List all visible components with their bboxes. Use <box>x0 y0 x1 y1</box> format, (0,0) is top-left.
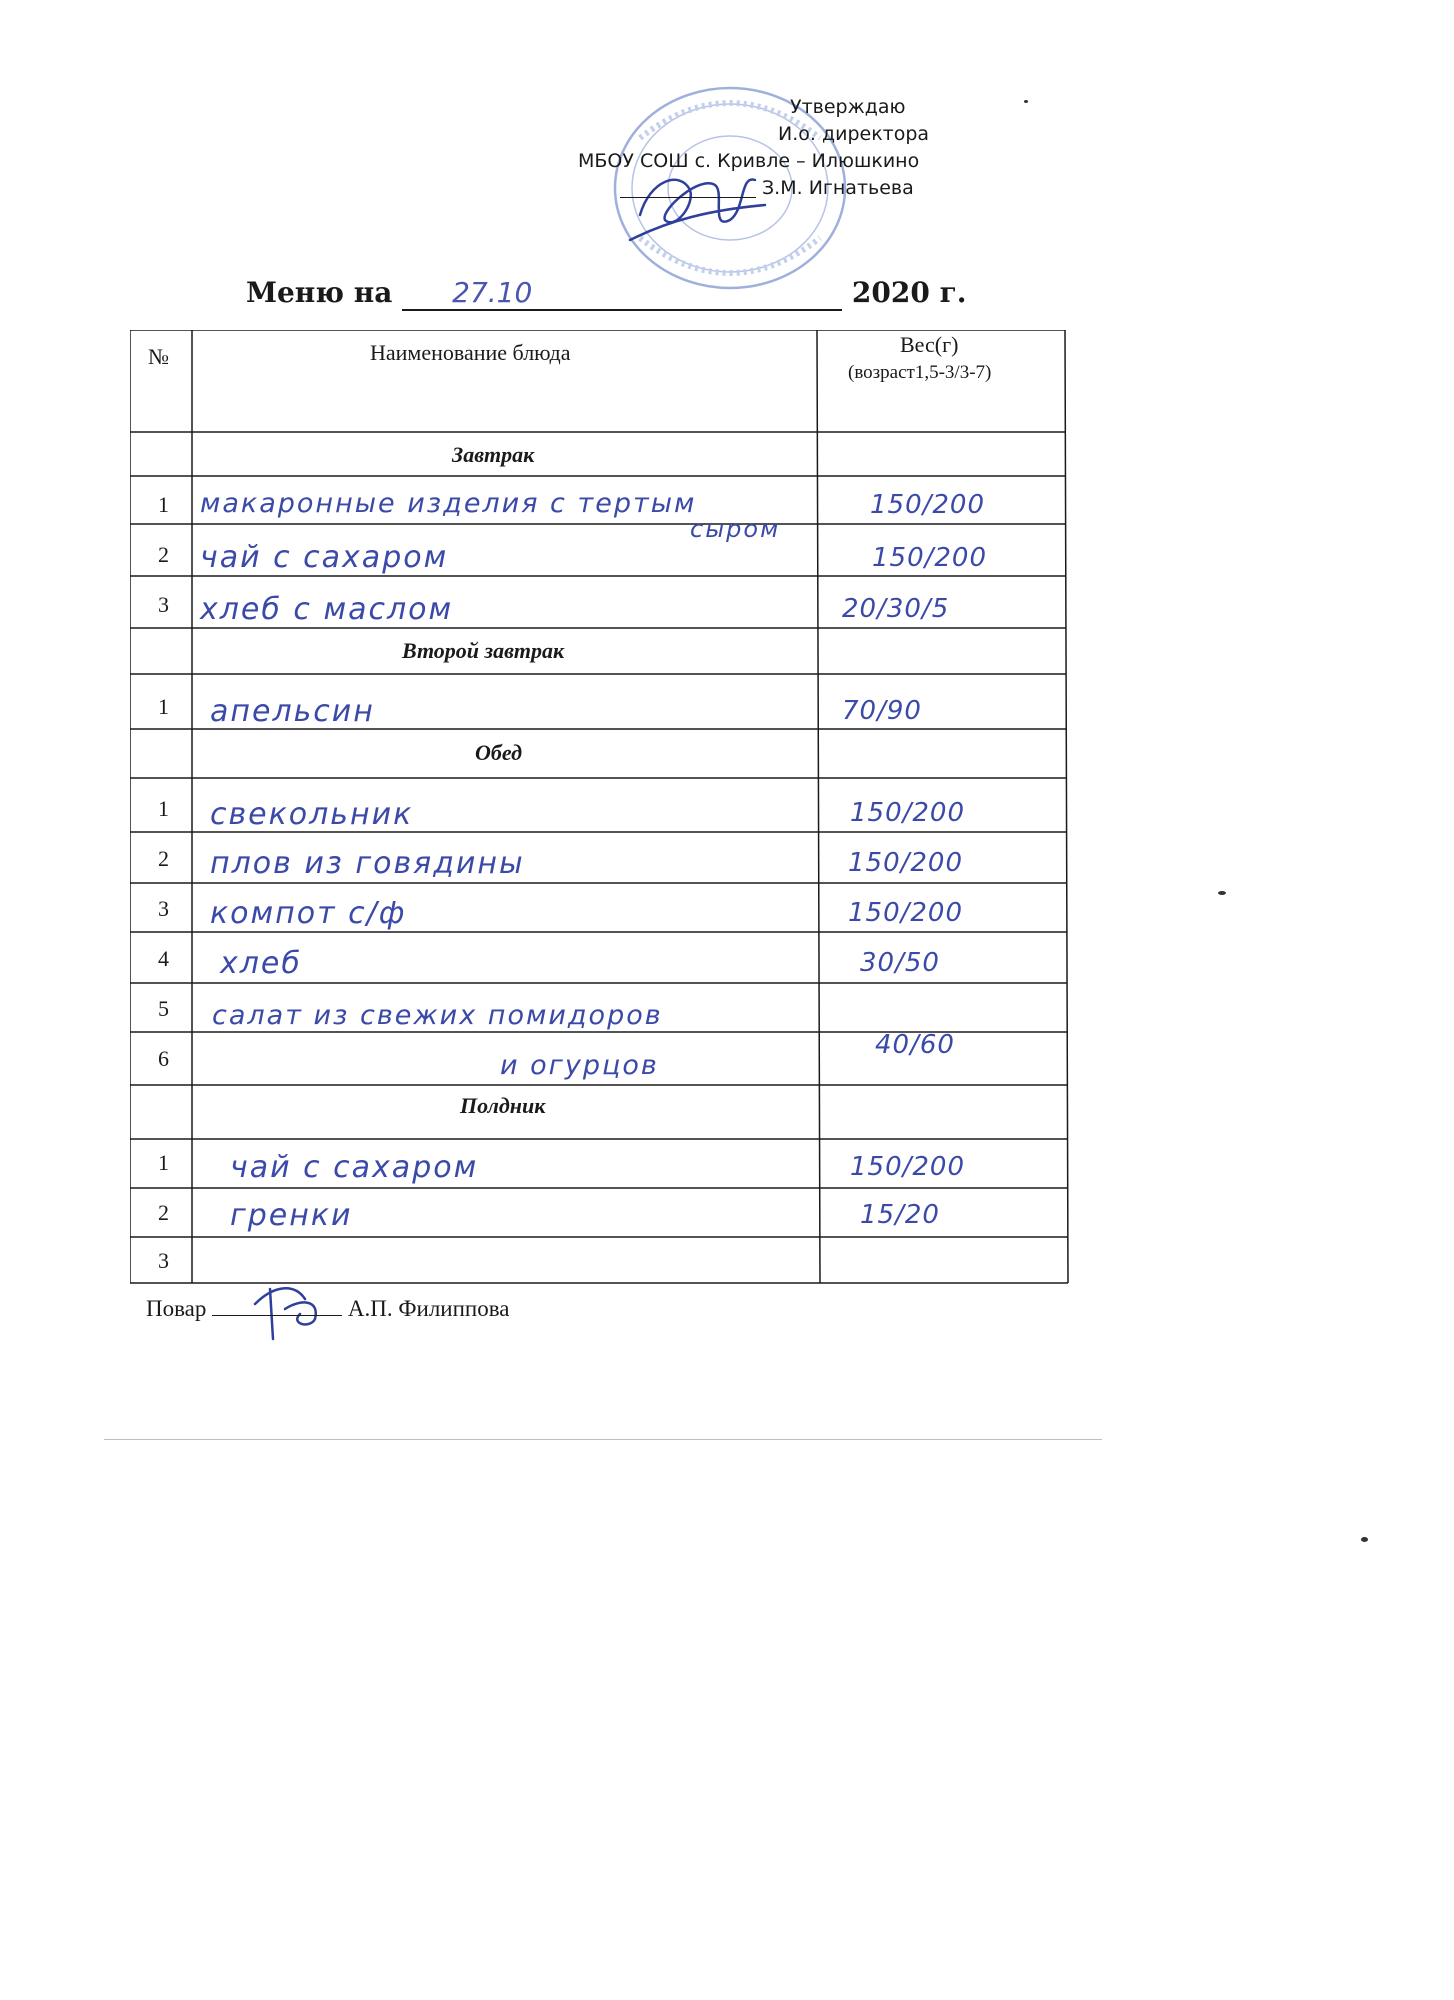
scan-speck <box>1218 891 1226 895</box>
header-dish: Наименование блюда <box>370 340 571 365</box>
row-num: 2 <box>158 542 169 567</box>
row-num: 2 <box>158 846 169 871</box>
scan-speck <box>1361 1537 1368 1542</box>
row-num: 3 <box>158 592 169 617</box>
row-weight: 20/30/5 <box>842 594 950 624</box>
row-num: 4 <box>158 946 169 971</box>
page-divider <box>104 1439 1102 1440</box>
section-snack: Полдник <box>460 1093 546 1118</box>
cook-block <box>146 1296 510 1322</box>
row-weight: 150/200 <box>850 798 966 828</box>
approval-signature-line <box>620 177 756 198</box>
approval-school: МБОУ СОШ с. Кривле – Илюшкино <box>578 150 920 172</box>
row-weight: 30/50 <box>860 948 940 978</box>
row-weight: 40/60 <box>875 1030 955 1060</box>
menu-year: 2020 г. <box>851 276 967 309</box>
row-dish: плов из говядины <box>210 846 525 881</box>
header-weight: Вес(г) <box>900 332 959 357</box>
cook-label: Повар <box>146 1296 207 1321</box>
section-lunch: Обед <box>475 740 522 765</box>
approval-director-name: З.М. Игнатьева <box>762 177 914 199</box>
row-dish: апельсин <box>210 694 375 729</box>
header-weight-age: (возраст1,5-3/3-7) <box>848 362 992 383</box>
row-dish: хлеб <box>220 946 302 981</box>
menu-title <box>246 276 967 311</box>
row-weight: 150/200 <box>850 1152 966 1182</box>
row-dish: хлеб с маслом <box>200 592 454 627</box>
row-weight: 15/20 <box>860 1200 940 1230</box>
row-dish: и огурцов <box>500 1050 659 1081</box>
section-breakfast: Завтрак <box>452 442 535 467</box>
menu-title-prefix: Меню на <box>246 276 393 309</box>
scan-speck <box>1024 100 1028 103</box>
row-dish: макаронные изделия с тертым <box>200 488 697 519</box>
row-num: 1 <box>158 1150 169 1175</box>
director-signature <box>620 160 770 250</box>
row-num: 1 <box>158 492 169 517</box>
row-dish: чай с сахаром <box>200 540 449 575</box>
row-num: 5 <box>158 996 169 1021</box>
approval-position: И.о. директора <box>778 123 930 145</box>
row-dish: чай с сахаром <box>230 1150 479 1185</box>
row-dish: компот с/ф <box>210 896 407 931</box>
row-weight: 150/200 <box>870 490 986 520</box>
row-dish: салат из свежих помидоров <box>212 1000 663 1031</box>
cook-name: А.П. Филиппова <box>347 1296 510 1321</box>
approval-title: Утверждаю <box>790 96 906 118</box>
row-num: 1 <box>158 796 169 821</box>
row-dish: свекольник <box>210 797 414 832</box>
header-num: № <box>148 344 169 369</box>
row-dish: гренки <box>230 1198 353 1233</box>
row-num: 3 <box>158 1248 169 1273</box>
row-num: 6 <box>158 1046 169 1071</box>
cook-signature-line <box>212 1315 342 1316</box>
menu-date: 27.10 <box>402 276 842 311</box>
row-weight: 70/90 <box>842 696 922 726</box>
row-num: 3 <box>158 896 169 921</box>
row-num: 2 <box>158 1200 169 1225</box>
row-weight: 150/200 <box>848 848 964 878</box>
row-weight: 150/200 <box>848 898 964 928</box>
row-dish-cont: сыром <box>690 515 781 543</box>
row-num: 1 <box>158 694 169 719</box>
row-weight: 150/200 <box>872 543 988 573</box>
section-second-breakfast: Второй завтрак <box>402 638 565 663</box>
